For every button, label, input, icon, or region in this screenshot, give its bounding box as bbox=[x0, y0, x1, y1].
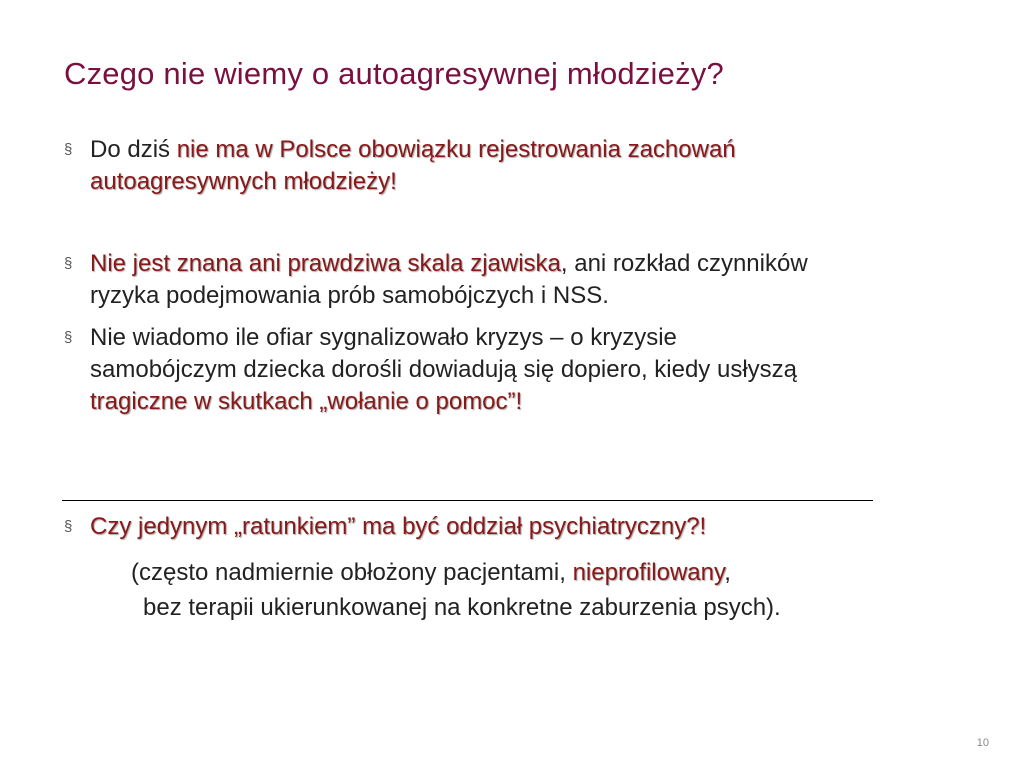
bullet-line bbox=[64, 166, 964, 198]
highlighted-text: tragiczne w skutkach „wołanie o pomoc”! bbox=[90, 388, 523, 415]
bullet-line: ryzyka podejmowania prób samobójczych i NSS. bbox=[90, 282, 609, 309]
bullet-marker-icon: § bbox=[64, 329, 73, 346]
bullet-line: Nie wiadomo ile ofiar sygnalizowało kryzys – o kryzysie bbox=[90, 324, 677, 351]
bullet-line bbox=[64, 134, 964, 166]
sub-line: bez terapii ukierunkowanej na konkretne zaburzenia psych). bbox=[143, 594, 781, 621]
plain-text: Do dziś bbox=[90, 136, 177, 163]
plain-text: , bbox=[724, 559, 731, 586]
plain-text: , ani rozkład czynników bbox=[560, 250, 808, 277]
bullet-line bbox=[64, 248, 964, 280]
bullet-scale bbox=[64, 248, 964, 312]
bullet-registration bbox=[64, 134, 964, 198]
highlighted-text: nieprofilowany bbox=[572, 559, 725, 586]
bullet-marker-icon: § bbox=[64, 141, 73, 158]
bullet-marker-icon: § bbox=[64, 255, 73, 272]
page-number: 10 bbox=[976, 737, 989, 749]
bullet-marker-icon: § bbox=[64, 518, 73, 535]
highlighted-text: nie ma w Polsce obowiązku rejestrowania zachowań bbox=[176, 136, 736, 163]
highlighted-text: Czy jedynym „ratunkiem” ma być oddział psychiatryczny?! bbox=[90, 513, 707, 540]
bullet-line bbox=[64, 511, 964, 543]
bullet-line: samobójczym dziecka dorośli dowiadują się dopiero, kiedy usłyszą bbox=[90, 356, 798, 383]
horizontal-divider bbox=[62, 500, 873, 501]
bullet-victims bbox=[64, 322, 964, 418]
bullet-line bbox=[64, 386, 964, 418]
sub-line bbox=[131, 557, 731, 589]
slide-title: Czego nie wiemy o autoagresywnej młodzieży? bbox=[64, 56, 724, 91]
plain-text: (często nadmiernie obłożony pacjentami, bbox=[131, 559, 573, 586]
highlighted-text: Nie jest znana ani prawdziwa skala zjawiska bbox=[90, 250, 561, 277]
bullet-psychiatric-ward bbox=[64, 511, 964, 543]
highlighted-text: autoagresywnych młodzieży! bbox=[90, 168, 397, 195]
